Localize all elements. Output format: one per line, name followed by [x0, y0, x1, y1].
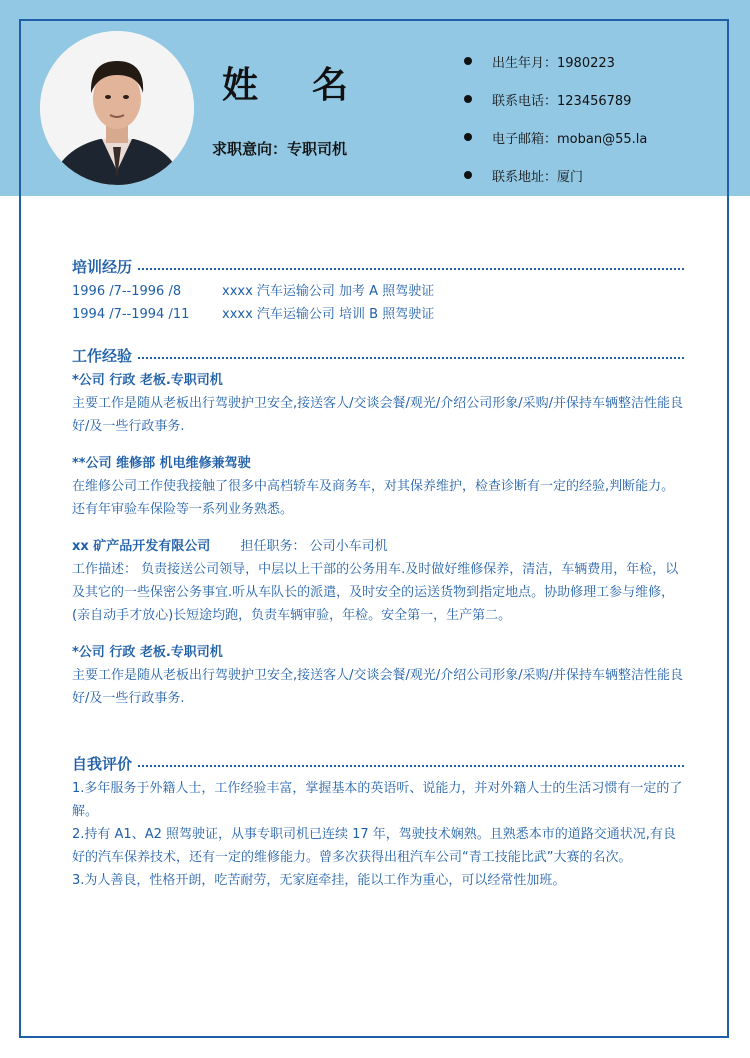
- job-description: 工作描述： 负责接送公司领导，中层以上干部的公务用车.及时做好维修保养，清洁，车辆费用，年检，以及其它的一些保密公务事宜.听从车队长的派遣，及时安全的运送货物到指定地点。协助修理工参与维修，(亲自动手才放心)长短途均跑，负责车辆审验，年检。安全第一，生产第二。: [72, 562, 679, 623]
- job-description: 主要工作是随从老板出行驾驶护卫安全,接送客人/交谈会餐/观光/介绍公司形象/采购/并保持车辆整洁性能良好/及一些行政事务.: [72, 396, 684, 434]
- birth-date: 出生年月：1980223: [492, 55, 615, 71]
- job-entry: [72, 641, 684, 710]
- section-title: 工作经验: [72, 346, 133, 365]
- self-eval-item: 3.为人善良，性格开朗，吃苦耐劳，无家庭牵挂，能以工作为重心，可以经常性加班。: [72, 873, 566, 888]
- job-description: 在维修公司工作使我接触了很多中高档轿车及商务车，对其保养维护，检查诊断有一定的经验,判断能力。还有年审验车保险等一系列业务熟悉。: [72, 479, 675, 517]
- section-title: 自我评价: [72, 754, 133, 773]
- training-section: [72, 256, 684, 326]
- training-date: 1994 /7--1994 /11: [72, 307, 190, 322]
- training-desc: xxxx 汽车运输公司 加考 A 照驾驶证: [222, 284, 435, 299]
- job-heading: *公司 行政 老板.专职司机: [72, 373, 223, 388]
- dotted-divider: [138, 268, 684, 270]
- self-eval-section: [72, 753, 684, 892]
- job-description: 主要工作是随从老板出行驾驶护卫安全,接送客人/交谈会餐/观光/介绍公司形象/采购/并保持车辆整洁性能良好/及一些行政事务.: [72, 668, 684, 706]
- job-entry: [72, 452, 684, 521]
- job-heading: **公司 维修部 机电维修兼驾驶: [72, 456, 251, 471]
- training-item: [72, 303, 684, 326]
- section-header: [72, 345, 684, 365]
- training-item: [72, 280, 684, 303]
- address: 联系地址：厦门: [492, 169, 584, 185]
- job-heading-row: [72, 535, 684, 558]
- section-header: [72, 256, 684, 276]
- dotted-divider: [138, 357, 684, 359]
- self-eval-item: 1.多年服务于外籍人士，工作经验丰富，掌握基本的英语听、说能力，并对外籍人士的生活习惯有一定的了解。: [72, 781, 683, 819]
- job-objective: 求职意向：专职司机: [212, 140, 348, 158]
- job-entry: [72, 535, 684, 627]
- work-section: [72, 345, 684, 720]
- job-heading: *公司 行政 老板.专职司机: [72, 645, 223, 660]
- email: 电子邮箱：moban@55.la: [492, 131, 648, 147]
- dotted-divider: [138, 765, 684, 767]
- training-desc: xxxx 汽车运输公司 培训 B 照驾驶证: [222, 307, 435, 322]
- training-date: 1996 /7--1996 /8: [72, 284, 182, 299]
- section-header: [72, 753, 684, 773]
- job-entry: [72, 369, 684, 438]
- section-title: 培训经历: [72, 257, 133, 276]
- candidate-name: 姓名: [222, 65, 403, 106]
- job-heading: xx 矿产品开发有限公司: [72, 539, 211, 554]
- phone: 联系电话：123456789: [492, 93, 632, 109]
- self-eval-item: 2.持有 A1、A2 照驾驶证，从事专职司机已连续 17 年，驾驶技术娴熟。且熟悉本市的道路交通状况,有良好的汽车保养技术，还有一定的维修能力。曾多次获得出租汽车公司“青工技能比武”大赛的名次。: [72, 827, 676, 865]
- job-position: 担任职务： 公司小车司机: [240, 539, 388, 554]
